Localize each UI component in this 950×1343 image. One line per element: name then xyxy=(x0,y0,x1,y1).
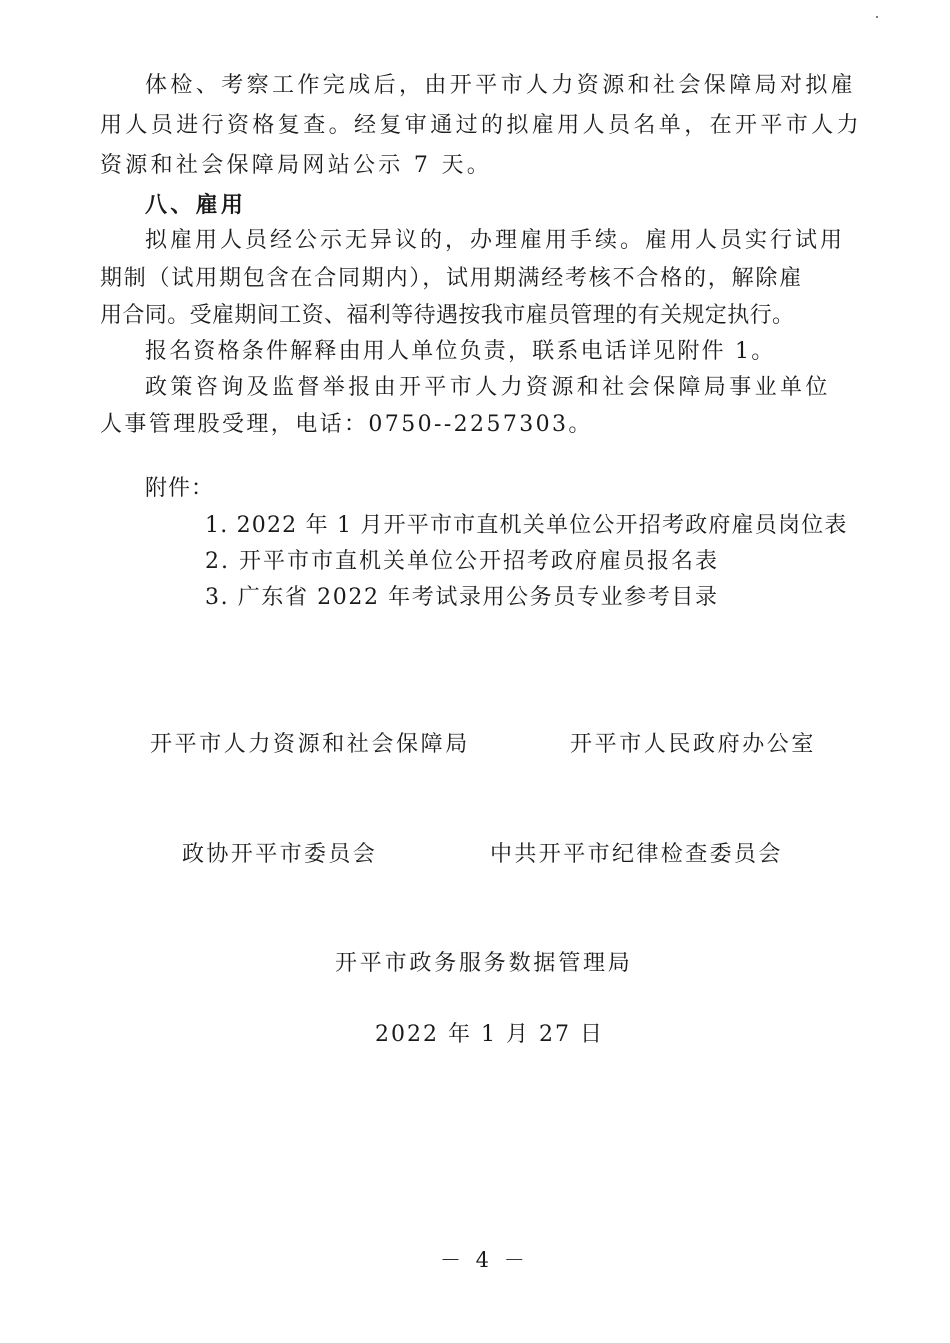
body-line: 用合同。受雇期间工资、福利等待遇按我市雇员管理的有关规定执行。 xyxy=(100,303,795,328)
signatory: 开平市政务服务数据管理局 xyxy=(335,951,633,976)
section-heading: 八、雇用 xyxy=(145,193,247,218)
body-line: 人事管理股受理，电话：0750--2257303。 xyxy=(100,412,593,437)
body-line: 体检、考察工作完成后，由开平市人力资源和社会保障局对拟雇 xyxy=(145,73,857,98)
attachments-label: 附件： xyxy=(145,476,215,501)
signatory: 开平市人力资源和社会保障局 xyxy=(150,732,470,757)
body-line: 报名资格条件解释由用人单位负责，联系电话详见附件 1。 xyxy=(145,339,776,364)
signatory: 政协开平市委员会 xyxy=(182,842,378,867)
body-line: 政策咨询及监督举报由开平市人力资源和社会保障局事业单位 xyxy=(145,375,831,400)
signatory: 开平市人民政府办公室 xyxy=(570,732,817,757)
attachment-item: 3. 广东省 2022 年考试录用公务员专业参考目录 xyxy=(205,585,719,610)
body-line: 拟雇用人员经公示无异议的，办理雇用手续。雇用人员实行试用 xyxy=(145,228,846,253)
signatory: 中共开平市纪律检查委员会 xyxy=(490,842,783,867)
attachment-item: 1. 2022 年 1 月开平市市直机关单位公开招考政府雇员岗位表 xyxy=(205,513,848,538)
body-line: 期制（试用期包含在合同期内），试用期满经考核不合格的，解除雇 xyxy=(100,266,804,291)
body-line: 用人员进行资格复查。经复审通过的拟雇用人员名单，在开平市人力 xyxy=(100,113,863,138)
scan-speck xyxy=(876,16,878,18)
body-line: 资源和社会保障局网站公示 7 天。 xyxy=(100,153,493,178)
attachment-item: 2. 开平市市直机关单位公开招考政府雇员报名表 xyxy=(205,549,719,574)
page-number: － 4 － xyxy=(440,1248,529,1272)
document-date: 2022 年 1 月 27 日 xyxy=(375,1022,604,1047)
